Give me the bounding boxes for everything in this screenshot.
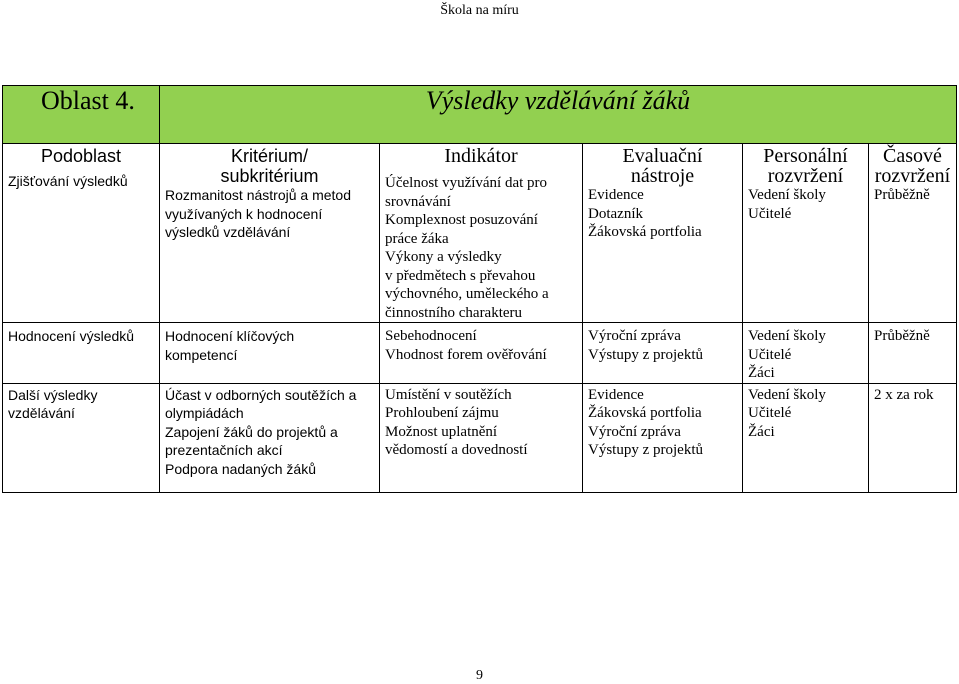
casove-cell [869, 144, 957, 323]
header-line: rozvržení [874, 165, 951, 187]
podoblast-value: vzdělávání [8, 405, 75, 421]
kriterium-line: Rozmanitost nástrojů a metod [165, 187, 351, 203]
podoblast-cell [3, 144, 160, 323]
podoblast-value: Hodnocení výsledků [8, 328, 135, 344]
column-header-podoblast: Podoblast [40, 146, 122, 166]
podoblast-cell [3, 323, 160, 384]
indikator-cell [380, 323, 583, 384]
evaluacni-line: Žákovská portfolia [588, 224, 702, 240]
evaluacni-line: Výroční zpráva [588, 328, 681, 344]
table-main-title: Výsledky vzdělávání žáků [160, 86, 957, 144]
column-header-evaluacni [588, 144, 737, 186]
personalni-cell [743, 323, 869, 384]
indikator-line: vědomostí a dovedností [385, 442, 528, 458]
indikator-line: Vhodnost forem ověřování [385, 346, 547, 363]
kriterium-line: kompetencí [165, 346, 238, 363]
personalni-line: Vedení školy [748, 386, 826, 403]
title-row [3, 86, 957, 144]
personalni-cell [743, 144, 869, 323]
evaluacni-line: Výstupy z projektů [588, 442, 703, 458]
kriterium-line: výsledků vzdělávání [165, 224, 291, 240]
header-line: nástroje [630, 165, 695, 187]
header-line: subkritérium [220, 166, 319, 186]
column-header-indikator: Indikátor [444, 145, 518, 167]
personalni-cell [743, 383, 869, 492]
personalni-line: Učitelé [748, 205, 792, 222]
evaluation-table [2, 85, 957, 493]
evaluacni-line: Výroční zpráva [588, 423, 681, 440]
evaluacni-line: Evidence [588, 187, 644, 203]
header-line: Časové [883, 145, 942, 167]
page-header: Škola na míru [440, 3, 519, 18]
casove-cell [869, 323, 957, 384]
header-line: Personální [763, 145, 848, 167]
column-header-personalni [748, 144, 863, 186]
indikator-line: práce žáka [385, 230, 449, 247]
casove-cell [869, 383, 957, 492]
personalni-line: Vedení školy [748, 187, 826, 203]
column-header-kriterium [165, 144, 374, 186]
kriterium-line: Zapojení žáků do projektů a [165, 423, 338, 440]
evaluacni-line: Výstupy z projektů [588, 346, 703, 363]
podoblast-value: Další výsledky [8, 386, 98, 403]
evaluacni-line: Žákovská portfolia [588, 405, 702, 421]
indikator-line: Umístění v soutěžích [385, 386, 512, 403]
page-number: 9 [476, 668, 483, 683]
personalni-line: Žáci [748, 365, 775, 381]
indikator-line: Účelnost využívání dat pro [385, 175, 548, 191]
kriterium-cell [160, 323, 380, 384]
row-hodnoceni [3, 323, 957, 384]
evaluacni-line: Evidence [588, 386, 644, 403]
area-title: Oblast 4. [3, 86, 160, 144]
indikator-line: výchovného, uměleckého a [385, 286, 549, 302]
casove-line: Průběžně [874, 187, 930, 203]
casove-line: Průběžně [874, 328, 930, 344]
evaluacni-cell [583, 383, 743, 492]
header-line: Evaluační [622, 145, 703, 167]
personalni-line: Žáci [748, 423, 775, 440]
evaluacni-cell [583, 144, 743, 323]
indikator-line: srovnávání [385, 193, 451, 210]
podoblast-value: Zjišťování výsledků [8, 173, 128, 189]
personalni-line: Učitelé [748, 405, 792, 421]
indikator-cell [380, 383, 583, 492]
indikator-line: Komplexnost posuzování [385, 212, 538, 228]
indikator-line: v předmětech s převahou [385, 267, 536, 284]
header-line: Kritérium/ [230, 146, 308, 166]
evaluacni-cell [583, 323, 743, 384]
indikator-line: Výkony a výsledky [385, 249, 502, 265]
kriterium-cell [160, 383, 380, 492]
kriterium-line: využívaných k hodnocení [165, 205, 323, 222]
kriterium-line: olympiádách [165, 405, 244, 421]
indikator-line: Sebehodnocení [385, 328, 477, 344]
indikator-line: činnostního charakteru [385, 304, 523, 321]
evaluacni-line: Dotazník [588, 205, 643, 222]
header-line: rozvržení [767, 165, 844, 187]
kriterium-cell [160, 144, 380, 323]
personalni-line: Učitelé [748, 346, 792, 363]
row-zjistovani [3, 144, 957, 323]
kriterium-line: Účast v odborných soutěžích a [165, 386, 357, 403]
personalni-line: Vedení školy [748, 328, 826, 344]
kriterium-line: prezentačních akcí [165, 442, 283, 458]
podoblast-cell [3, 383, 160, 492]
column-header-casove [874, 144, 951, 186]
indikator-cell [380, 144, 583, 323]
row-dalsi [3, 383, 957, 492]
indikator-line: Možnost uplatnění [385, 423, 498, 440]
casove-line: 2 x za rok [874, 386, 934, 403]
indikator-line: Prohloubení zájmu [385, 405, 499, 421]
kriterium-line: Hodnocení klíčových [165, 328, 295, 344]
kriterium-line: Podpora nadaných žáků [165, 460, 316, 477]
